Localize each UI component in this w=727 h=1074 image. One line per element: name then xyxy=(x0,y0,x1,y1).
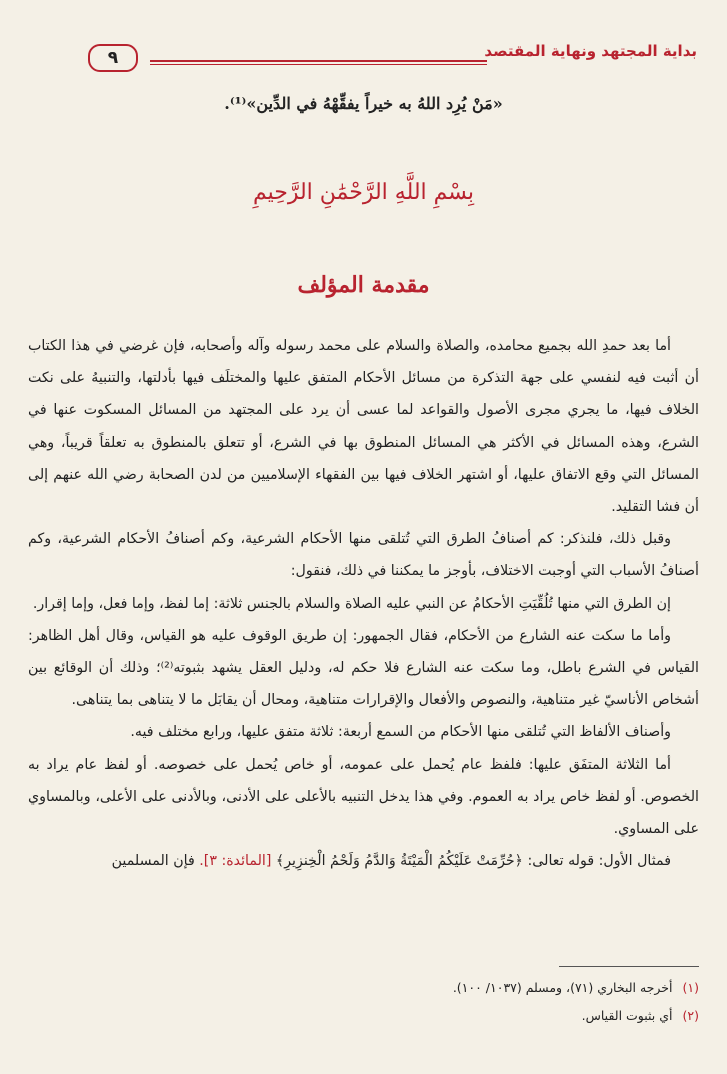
last-line-tail: فإن المسلمين xyxy=(111,853,195,870)
footnote-text: أي بثبوت القياس. xyxy=(581,1008,673,1023)
quran-verse: ﴿حُرِّمَتْ عَلَيْكُمُ الْمَيْتَةُ وَالدَّمُ وَلَحْمُ الْخِنزِيرِ﴾ xyxy=(275,853,523,870)
paragraph: وأصناف الألفاظ التي تُتلقى منها الأحكام من السمع أربعة: ثلاثة متفق عليها، ورابع مختلف فيه. xyxy=(130,724,671,741)
footnote xyxy=(28,974,699,1002)
footnote-text: أخرجه البخاري (٧١)، ومسلم (١٠٣٧/ ١٠٠). xyxy=(452,980,673,995)
main-text xyxy=(28,330,699,877)
footnotes xyxy=(28,974,699,1030)
paragraph: أما بعد حمدِ الله بجميع محامده، والصلاة والسلام على محمد رسوله وآله وأصحابه، فإن غرضي في هذا الكتاب أن أثبت فيه لنفسي على جهة التذكرة من مسائل الأحكام المتفق عليها والمختلَف فيها بأدلتها، والتنبيهُ على نكت الخلاف فيها، ما يجري مجرى الأصول والقواعد لما عسى أن يرد على المجتهد من المسائل المسكوت عنها في الشرع، وهذه المسائل في الأكثر هي المسائل المنطوق بها في الشرع، أو تتعلق بالمنطوق به تعلقاً قريباً، وهي المسائل التي وقع الاتفاق عليها، أو اشتهر الخلاف فيها بين الفقهاء الإسلاميين من لدن الصحابة رضي الله عنهم إلى أن فشا التقليد. xyxy=(28,338,699,516)
paragraph-last xyxy=(28,845,699,877)
header-rule xyxy=(150,60,487,65)
paragraph: وأما ما سكت عنه الشارع من الأحكام، فقال الجمهور: إن طريق الوقوف عليه هو القياس، وقال أهل الظاهر: القياس في الشرع باطل، وما سكت عنه الشارع فلا حكم له، ودليل العقل يشهد بثبوته⁽²⁾؛ وذلك أن الوقائع بين أشخاص الأناسيّ غير متناهية، والنصوص والأفعال والإقرارات متناهية، ومحال أن يقابَل ما لا يتناهى بما يتناهى. xyxy=(28,627,699,709)
paragraph: أما الثلاثة المتفَق عليها: فلفظ عام يُحمل على عمومه، أو خاص يُحمل على خصوصه. أو لفظ عام يراد به الخصوص. أو لفظ خاص يراد به العموم. وفي هذا يدخل التنبيه بالأعلى على الأدنى، وبالأدنى على الأعلى، وبالمساوي على المساوي. xyxy=(28,756,699,838)
paragraph: إن الطرق التي منها تُلُقِّيَتِ الأحكامُ عن النبي عليه الصلاة والسلام بالجنس ثلاثة: إما لفظ، وإما فعل، وإما إقرار. xyxy=(32,595,671,612)
opening-hadith: «مَنْ يُرِد اللهُ به خيراً يفقِّهْهُ في الدِّين»⁽¹⁾. xyxy=(224,94,503,113)
footnote-rule xyxy=(559,966,699,967)
footnote xyxy=(28,1002,699,1030)
footnote-number: (٢) xyxy=(682,1008,699,1023)
section-title: مقدمة المؤلف xyxy=(297,272,430,298)
running-header-title: بداية المجتهد ونهاية المقتصد xyxy=(484,42,697,60)
bismillah: بِسْمِ اللَّهِ الرَّحْمَٰنِ الرَّحِيمِ xyxy=(252,180,475,205)
footnote-number: (١) xyxy=(682,980,699,995)
last-line-lead: فمثال الأول: قوله تعالى: xyxy=(527,853,671,870)
paragraph: وقبل ذلك، فلنذكر: كم أصنافُ الطرق التي تُتلقى منها الأحكام الشرعية، وكم أصنافُ الأحكام الشرعية، وكم أصنافُ الأسباب التي أوجبت الاختلاف، بأوجز ما يمكننا في ذلك، فنقول: xyxy=(28,531,699,580)
page-number: ٩ xyxy=(88,44,138,72)
verse-reference: [المائدة: ٣]. xyxy=(199,853,272,870)
